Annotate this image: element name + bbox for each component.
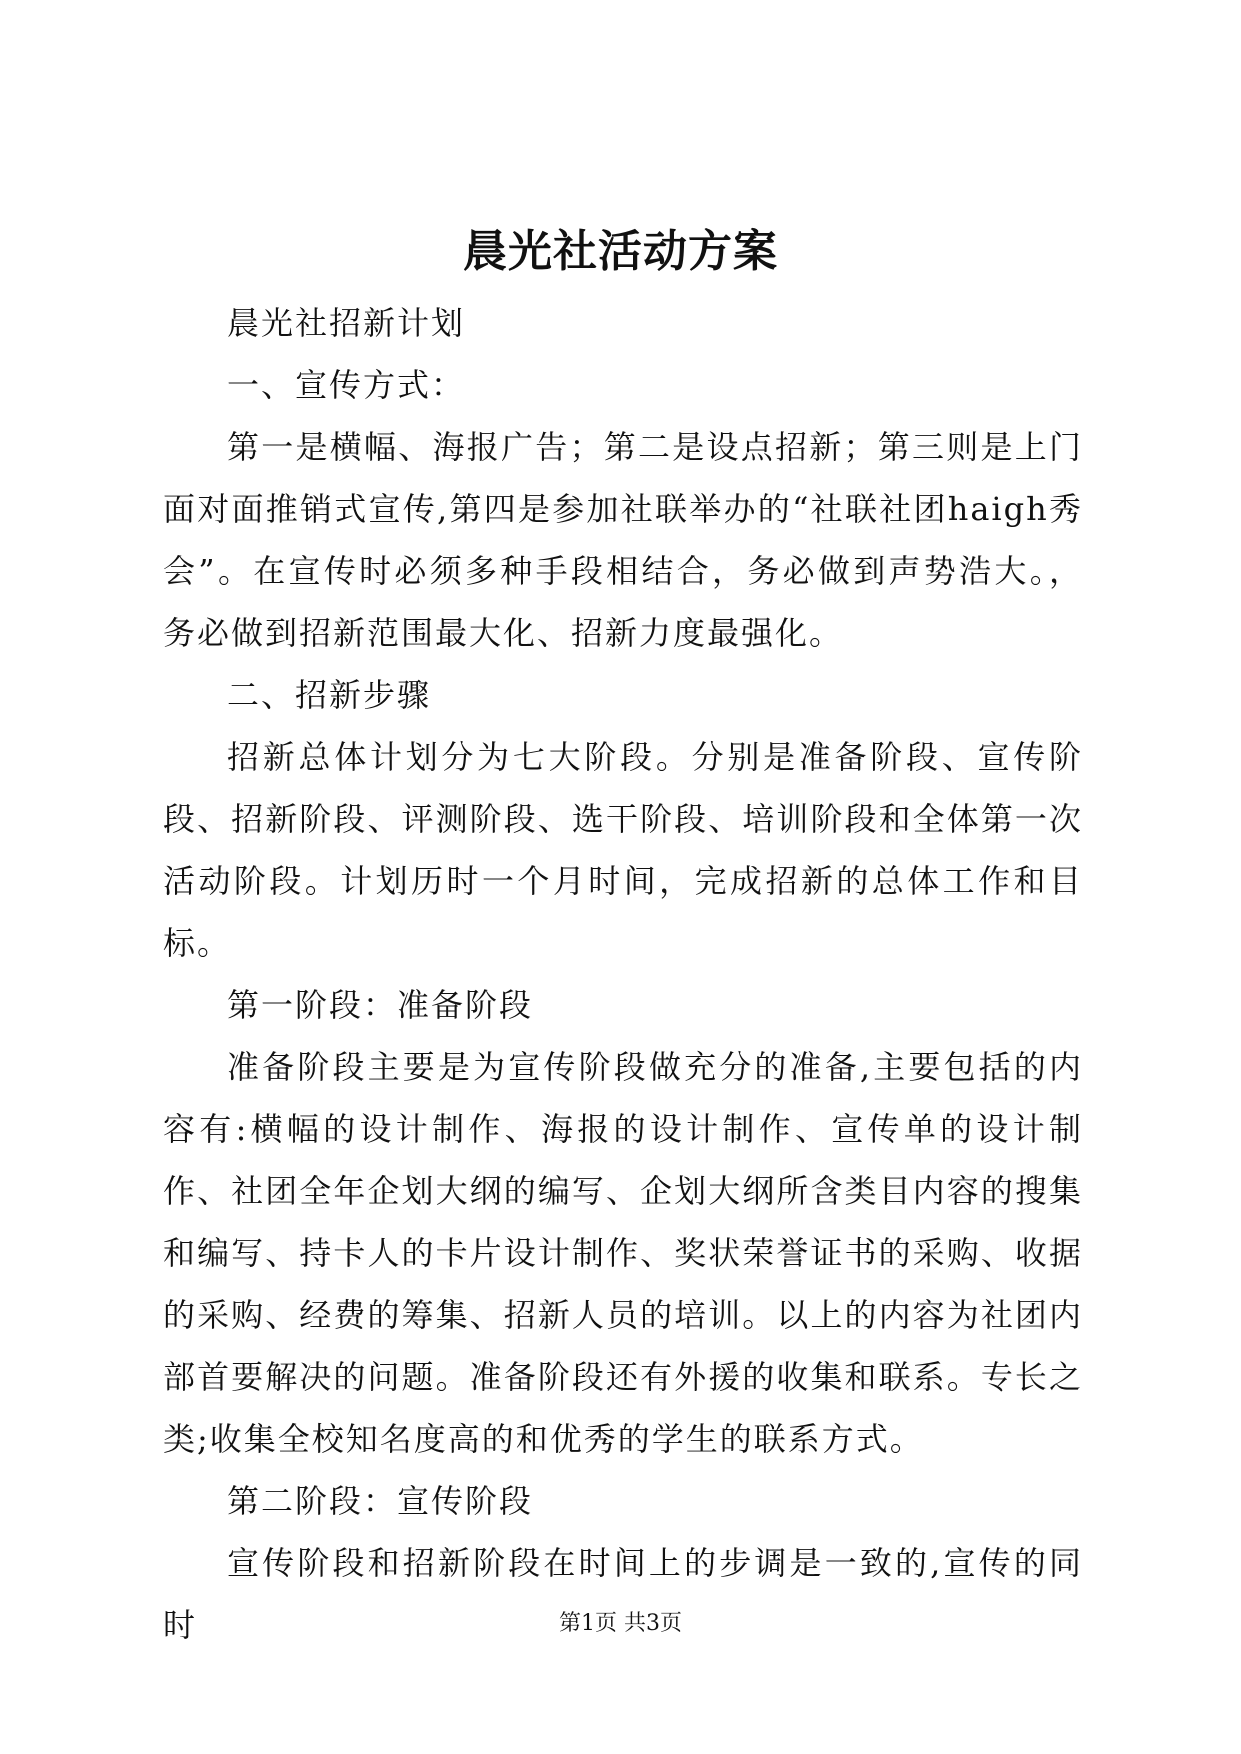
paragraph-publicity-methods: 第一是横幅、海报广告；第二是设点招新；第三则是上门面对面推销式宣传,第四是参加社联举办的“社联社团haigh秀会”。在宣传时必须多种手段相结合，务必做到声势浩大。，务必做到招新范围最大化、招新力度最强化。: [163, 428, 1083, 652]
heading-publicity-methods: 一、宣传方式：: [227, 366, 466, 404]
heading-stage-one: 第一阶段：准备阶段: [227, 986, 534, 1024]
heading-recruitment-steps: 二、招新步骤: [227, 676, 432, 714]
document-title: 晨光社活动方案: [463, 226, 778, 277]
paragraph-recruitment-steps: 招新总体计划分为七大阶段。分别是准备阶段、宣传阶段、招新阶段、评测阶段、选干阶段、培训阶段和全体第一次活动阶段。计划历时一个月时间，完成招新的总体工作和目标。: [163, 738, 1083, 962]
paragraph-stage-two: 宣传阶段和招新阶段在时间上的步调是一致的,宣传的同时: [163, 1544, 1083, 1644]
page-footer: 第1页 共3页: [559, 1611, 682, 1636]
document-body: [163, 292, 1083, 1656]
paragraph-stage-one: 准备阶段主要是为宣传阶段做充分的准备,主要包括的内容有:横幅的设计制作、海报的设计制作、宣传单的设计制作、社团全年企划大纲的编写、企划大纲所含类目内容的搜集和编写、持卡人的卡片设计制作、奖状荣誉证书的采购、收据的采购、经费的筹集、招新人员的培训。以上的内容为社团内部首要解决的问题。准备阶段还有外援的收集和联系。专长之类;收集全校知名度高的和优秀的学生的联系方式。: [163, 1048, 1083, 1458]
heading-stage-two: 第二阶段：宣传阶段: [227, 1482, 534, 1520]
paragraph-recruitment-plan: 晨光社招新计划: [227, 304, 466, 342]
